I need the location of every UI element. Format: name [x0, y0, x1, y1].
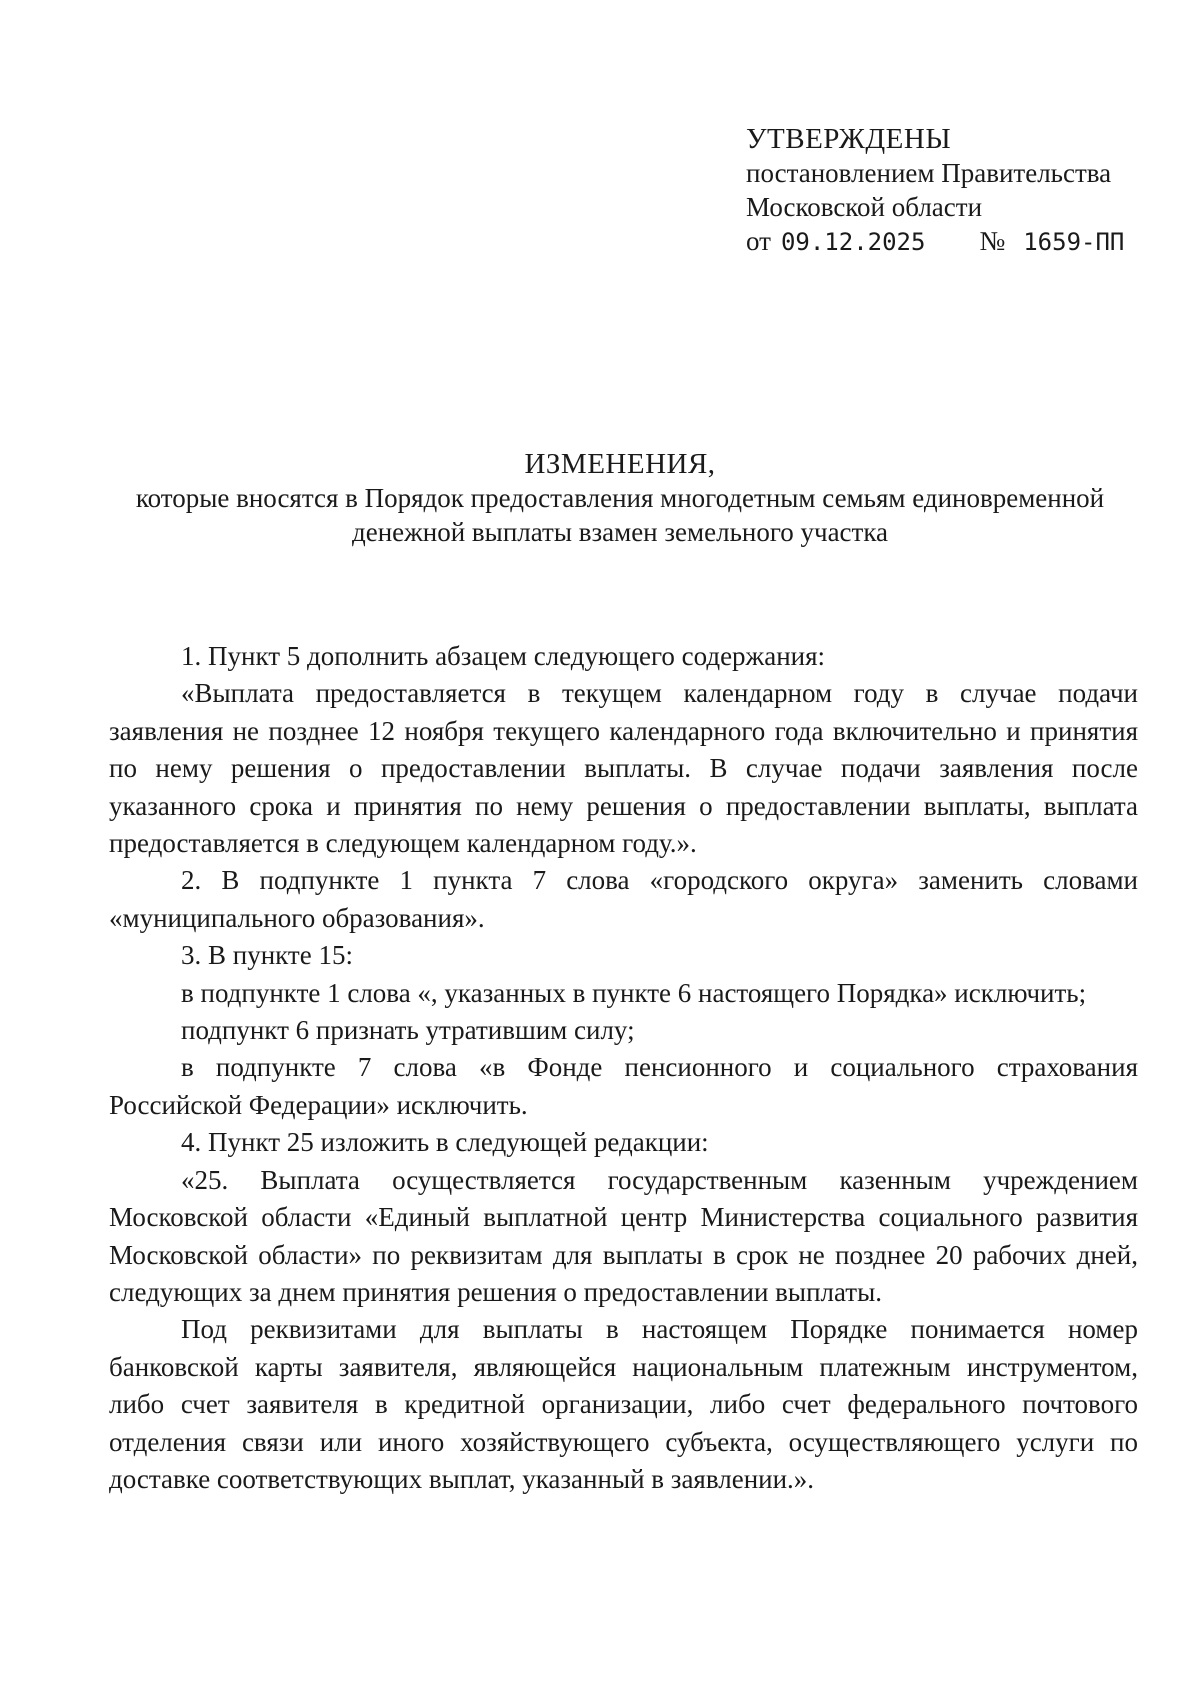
heading-subtitle-line-1: которые вносятся в Порядок предоставления многодетным семьям единовременной	[135, 483, 1105, 513]
paragraph-3: 2. В подпункте 1 пункта 7 слова «городского округа» заменить словами «муниципального образования».	[109, 865, 1138, 933]
paragraph-10: Под реквизитами для выплаты в настоящем Порядке понимается номер банковской карты заявителя, являющейся национальным платежным инструментом, либо счет заявителя в кредитной организации, либо счет федерального почтового отделения связи или иного хозяйствующего субъекта, осуществляющего услуги по доставке соответствующих выплат, указанный в заявлении.».	[109, 1314, 1138, 1494]
document-heading	[100, 447, 1140, 549]
approval-date: 09.12.2025	[780, 228, 926, 256]
paragraph-9: «25. Выплата осуществляется государственным казенным учреждением Московской области «Единый выплатной центр Министерства социального развития Московской области» по реквизитам для выплаты в срок не позднее 20 рабочих дней, следующих за днем принятия решения о предоставлении выплаты.	[109, 1164, 1138, 1307]
approval-date-line	[746, 224, 1166, 259]
approval-line-2: Московской области	[746, 192, 983, 222]
approval-title: УТВЕРЖДЕНЫ	[746, 123, 952, 155]
heading-subtitle-line-2: денежной выплаты взамен земельного участка	[351, 517, 889, 547]
document-body	[109, 638, 1138, 1498]
number-sign: №	[979, 226, 1006, 256]
paragraph-1: 1. Пункт 5 дополнить абзацем следующего содержания:	[181, 641, 826, 671]
date-prefix: от	[746, 226, 771, 256]
paragraph-4: 3. В пункте 15:	[181, 940, 353, 971]
paragraph-7: в подпункте 7 слова «в Фонде пенсионного и социального страхования Российской Федерации» исключить.	[109, 1052, 1138, 1120]
approval-number: 1659-ПП	[1023, 228, 1125, 256]
heading-title: ИЗМЕНЕНИЯ,	[524, 448, 716, 480]
approval-block	[746, 122, 1166, 259]
paragraph-2: «Выплата предоставляется в текущем календарном году в случае подачи заявления не позднее 12 ноября текущего календарного года включительно и принятия по нему решения о предоставлении выплаты. В случае подачи заявления после указанного срока и принятия по нему решения о предоставлении выплаты, выплата предоставляется в следующем календарном году.».	[109, 678, 1138, 859]
paragraph-5: в подпункте 1 слова «, указанных в пункте 6 настоящего Порядка» исключить;	[181, 977, 1087, 1008]
approval-line-1: постановлением Правительства	[746, 158, 1112, 188]
paragraph-6: подпункт 6 признать утратившим силу;	[181, 1015, 635, 1046]
paragraph-8: 4. Пункт 25 изложить в следующей редакции:	[181, 1127, 709, 1158]
